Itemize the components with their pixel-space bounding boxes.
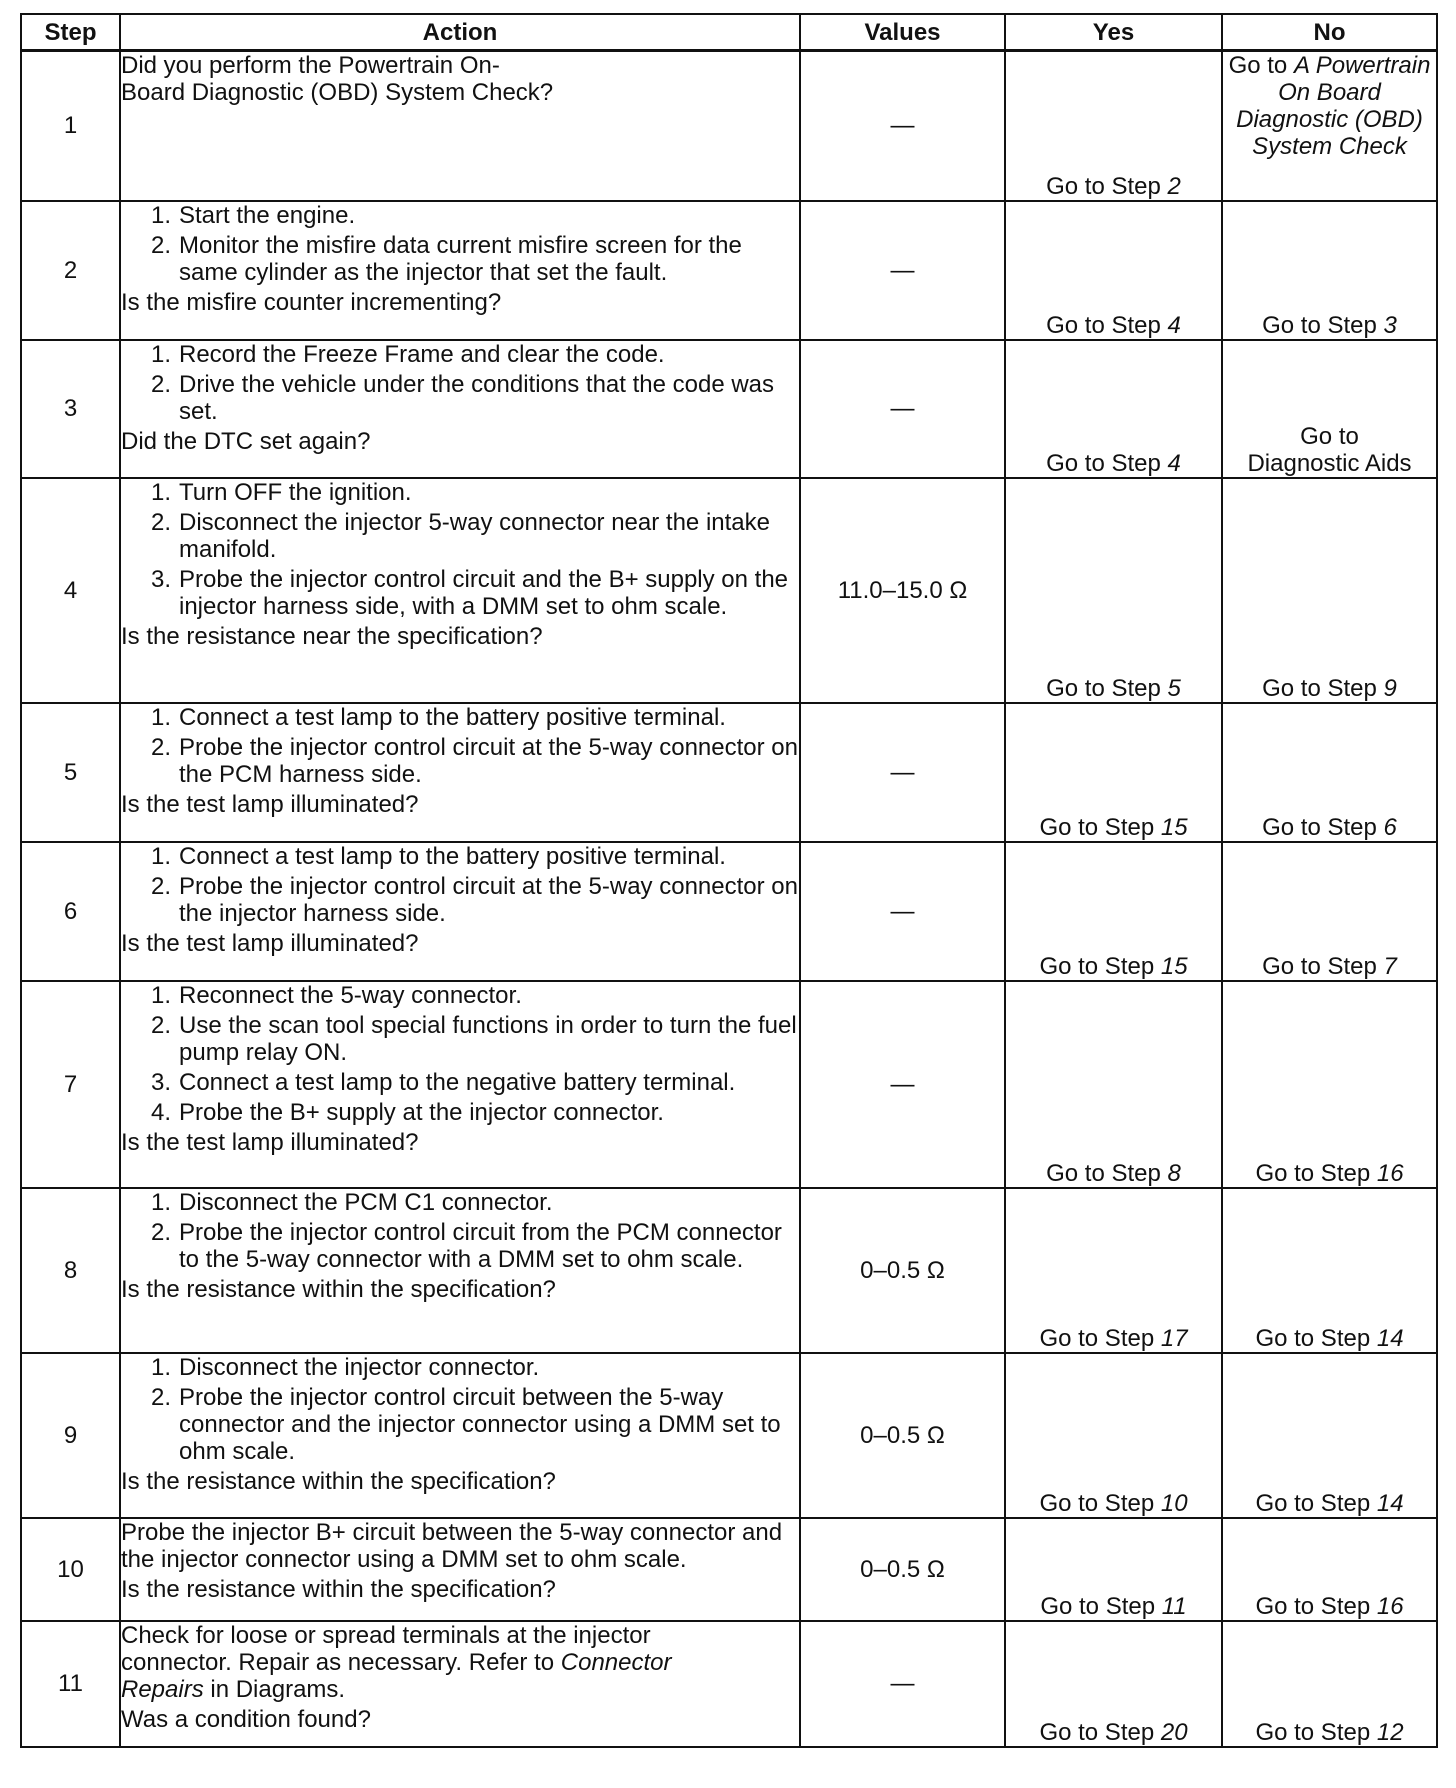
no-cell [1222, 1621, 1437, 1747]
yes-prefix: Go to Step [1046, 311, 1168, 339]
yes-step-ref[interactable]: 5 [1167, 674, 1181, 702]
action-step [121, 1012, 799, 1066]
action-steps [121, 704, 799, 788]
values-cell: — [800, 201, 1005, 340]
action-step-number: 1. [150, 703, 171, 731]
yes-cell [1005, 51, 1222, 201]
no-cell [1222, 703, 1437, 842]
yes-cell [1005, 1353, 1222, 1518]
action-step-text: Connect a test lamp to the battery positive terminal. [179, 703, 726, 731]
action-steps [121, 341, 799, 425]
table-row [21, 51, 1437, 201]
action-step-number: 2. [150, 733, 171, 761]
action-step [121, 371, 799, 425]
no-prefix: Go to Step [1262, 311, 1384, 339]
yes-step-ref[interactable]: 4 [1167, 311, 1181, 339]
no-step-ref[interactable]: 14 [1376, 1324, 1404, 1352]
action-step-text: Probe the injector control circuit and the B+ supply on the injector harness side, with a DMM set to ohm scale. [179, 565, 789, 620]
step-number: 3 [21, 340, 120, 478]
action-step-number: 2. [150, 231, 171, 259]
action-step [121, 1189, 799, 1216]
action-cell [120, 1188, 800, 1353]
action-steps [121, 982, 799, 1126]
values-cell: — [800, 51, 1005, 201]
action-step-number: 2. [150, 1218, 171, 1246]
action-step-text: Record the Freeze Frame and clear the code. [179, 340, 665, 368]
values-cell: — [800, 842, 1005, 981]
action-step-number: 3. [150, 565, 171, 593]
yes-cell [1005, 1621, 1222, 1747]
yes-cell [1005, 703, 1222, 842]
action-steps [121, 1189, 799, 1273]
action-step-number: 1. [150, 478, 171, 506]
table-header [21, 14, 1437, 51]
header-no: No [1222, 14, 1437, 51]
no-prefix: Go to Step [1255, 1324, 1377, 1352]
no-step-ref[interactable]: 16 [1376, 1592, 1404, 1620]
action-cell [120, 51, 800, 201]
no-step-ref[interactable]: 14 [1376, 1489, 1404, 1517]
action-question: Is the test lamp illuminated? [121, 929, 419, 957]
header-row [21, 14, 1437, 51]
header-values: Values [800, 14, 1005, 51]
yes-cell [1005, 981, 1222, 1188]
action-step-number: 2. [150, 370, 171, 398]
yes-step-ref[interactable]: 4 [1167, 449, 1181, 477]
action-steps [121, 1354, 799, 1465]
action-step-text: Connect a test lamp to the battery positive terminal. [179, 842, 726, 870]
action-step-number: 2. [150, 1383, 171, 1411]
action-text: Did you perform the Powertrain On-Board Diagnostic (OBD) System Check? [121, 52, 554, 106]
yes-step-ref[interactable]: 11 [1161, 1592, 1187, 1620]
action-step [121, 479, 799, 506]
action-question: Is the misfire counter incrementing? [121, 288, 502, 316]
action-steps [121, 479, 799, 620]
action-step [121, 982, 799, 1009]
action-step-number: 2. [150, 1011, 171, 1039]
no-ref-obd-system-check[interactable]: A Powertrain On Board Diagnostic (OBD) System Check [1236, 52, 1431, 160]
action-step-text: Probe the injector control circuit at the 5-way connector on the PCM harness side. [179, 733, 798, 788]
no-prefix: Go to Step [1255, 1159, 1377, 1187]
yes-step-ref[interactable]: 8 [1167, 1159, 1181, 1187]
action-step [121, 843, 799, 870]
action-text-part: Check for loose or spread terminals at the injector connector. Repair as necessary. Refer to [121, 1621, 651, 1676]
action-text: Probe the injector B+ circuit between the 5-way connector and the injector connector using a DMM set to ohm scale. [121, 1518, 783, 1573]
action-step [121, 1354, 799, 1381]
yes-cell [1005, 478, 1222, 703]
table-row [21, 340, 1437, 478]
action-cell [120, 1353, 800, 1518]
action-step [121, 202, 799, 229]
action-step-text: Reconnect the 5-way connector. [179, 981, 522, 1009]
no-cell [1222, 201, 1437, 340]
yes-prefix: Go to Step [1046, 674, 1168, 702]
no-cell [1222, 478, 1437, 703]
action-question: Is the resistance within the specification? [121, 1575, 556, 1603]
no-cell [1222, 51, 1437, 201]
header-yes: Yes [1005, 14, 1222, 51]
no-cell [1222, 842, 1437, 981]
no-step-ref[interactable]: 12 [1376, 1718, 1404, 1746]
table-row [21, 842, 1437, 981]
action-step-text: Monitor the misfire data current misfire screen for the same cylinder as the injector that set the fault. [179, 231, 742, 286]
step-number: 4 [21, 478, 120, 703]
action-steps [121, 202, 799, 286]
action-text [121, 1622, 721, 1703]
action-step-number: 2. [150, 508, 171, 536]
no-prefix: Go to [1300, 422, 1359, 450]
no-step-ref[interactable]: 6 [1383, 813, 1397, 841]
values-cell: 0–0.5 Ω [800, 1353, 1005, 1518]
diagnostic-table [20, 13, 1438, 1748]
yes-prefix: Go to Step [1046, 449, 1168, 477]
action-step [121, 1219, 799, 1273]
yes-cell [1005, 1188, 1222, 1353]
yes-step-ref[interactable]: 17 [1160, 1324, 1188, 1352]
action-step-text: Probe the injector control circuit at the 5-way connector on the injector harness side. [179, 872, 798, 927]
action-cell [120, 1621, 800, 1747]
action-step [121, 873, 799, 927]
yes-step-ref[interactable]: 2 [1167, 172, 1181, 200]
step-number: 1 [21, 51, 120, 201]
values-cell: 0–0.5 Ω [800, 1518, 1005, 1621]
no-prefix: Go to [1228, 52, 1294, 79]
action-question: Is the test lamp illuminated? [121, 790, 419, 818]
action-step-number: 1. [150, 1353, 171, 1381]
no-prefix: Go to Step [1255, 1592, 1377, 1620]
action-step-number: 2. [150, 872, 171, 900]
no-cell [1222, 1353, 1437, 1518]
table-row [21, 1353, 1437, 1518]
yes-prefix: Go to Step [1039, 1324, 1161, 1352]
action-question: Is the test lamp illuminated? [121, 1128, 419, 1156]
action-step-text: Probe the injector control circuit between the 5-way connector and the injector connector using a DMM set to ohm scale. [179, 1383, 781, 1465]
table-row [21, 1188, 1437, 1353]
action-step [121, 566, 799, 620]
action-question: Did the DTC set again? [121, 427, 371, 455]
no-cell [1222, 981, 1437, 1188]
action-cell [120, 981, 800, 1188]
table-row [21, 981, 1437, 1188]
action-step-text: Connect a test lamp to the negative battery terminal. [179, 1068, 736, 1096]
no-ref-diagnostic-aids[interactable]: Diagnostic Aids [1247, 449, 1412, 477]
action-step [121, 341, 799, 368]
action-step-text: Probe the injector control circuit from the PCM connector to the 5-way connector with a DMM set to ohm scale. [179, 1218, 782, 1273]
action-step-number: 1. [150, 981, 171, 1009]
yes-prefix: Go to Step [1040, 1592, 1162, 1620]
action-step [121, 509, 799, 563]
header-step: Step [21, 14, 120, 51]
step-number: 2 [21, 201, 120, 340]
action-step-number: 3. [150, 1068, 171, 1096]
yes-prefix: Go to Step [1039, 1718, 1161, 1746]
yes-prefix: Go to Step [1039, 952, 1161, 980]
yes-cell [1005, 842, 1222, 981]
action-cell [120, 201, 800, 340]
no-cell [1222, 1188, 1437, 1353]
action-step-text: Probe the B+ supply at the injector connector. [179, 1098, 664, 1126]
step-number: 5 [21, 703, 120, 842]
no-prefix: Go to Step [1262, 952, 1384, 980]
no-prefix: Go to Step [1255, 1489, 1377, 1517]
action-cell [120, 478, 800, 703]
table-body [21, 51, 1437, 1747]
no-step-ref[interactable]: 7 [1383, 952, 1397, 980]
no-prefix: Go to Step [1262, 813, 1384, 841]
yes-step-ref[interactable]: 10 [1160, 1489, 1188, 1517]
action-step [121, 704, 799, 731]
action-step-text: Start the engine. [179, 201, 356, 229]
action-step [121, 734, 799, 788]
values-cell: — [800, 703, 1005, 842]
action-step-number: 1. [150, 1188, 171, 1216]
action-step-number: 4. [150, 1098, 171, 1126]
values-cell: — [800, 340, 1005, 478]
no-step-ref[interactable]: 3 [1383, 311, 1397, 339]
no-cell [1222, 340, 1437, 478]
step-number: 8 [21, 1188, 120, 1353]
action-step [121, 1384, 799, 1465]
yes-cell [1005, 1518, 1222, 1621]
action-cell [120, 842, 800, 981]
action-step-text: Disconnect the PCM C1 connector. [179, 1188, 553, 1216]
table-row [21, 1621, 1437, 1747]
action-step [121, 1099, 799, 1126]
action-step-text: Turn OFF the ignition. [179, 478, 412, 506]
no-cell [1222, 1518, 1437, 1621]
step-number: 10 [21, 1518, 120, 1621]
action-cell [120, 703, 800, 842]
yes-prefix: Go to Step [1046, 1159, 1168, 1187]
yes-cell [1005, 201, 1222, 340]
no-prefix: Go to Step [1262, 674, 1384, 702]
yes-step-ref[interactable]: 15 [1160, 813, 1188, 841]
action-step [121, 232, 799, 286]
action-question: Is the resistance within the specification? [121, 1467, 556, 1495]
step-number: 6 [21, 842, 120, 981]
values-cell: — [800, 981, 1005, 1188]
yes-prefix: Go to Step [1046, 172, 1168, 200]
connector-repairs-link[interactable]: Connector Repairs [121, 1648, 672, 1703]
action-cell [120, 1518, 800, 1621]
table-row [21, 703, 1437, 842]
no-step-ref[interactable]: 16 [1376, 1159, 1404, 1187]
action-step-number: 1. [150, 340, 171, 368]
yes-prefix: Go to Step [1039, 813, 1161, 841]
action-step-number: 1. [150, 842, 171, 870]
yes-step-ref[interactable]: 20 [1160, 1718, 1188, 1746]
step-number: 9 [21, 1353, 120, 1518]
yes-cell [1005, 340, 1222, 478]
table-row [21, 478, 1437, 703]
step-number: 11 [21, 1621, 120, 1747]
action-step [121, 1069, 799, 1096]
values-cell: — [800, 1621, 1005, 1747]
action-question: Is the resistance within the specification? [121, 1275, 556, 1303]
action-step-number: 1. [150, 201, 171, 229]
yes-step-ref[interactable]: 15 [1160, 952, 1188, 980]
table-row [21, 1518, 1437, 1621]
action-question: Is the resistance near the specification? [121, 622, 543, 650]
action-steps [121, 843, 799, 927]
yes-prefix: Go to Step [1039, 1489, 1161, 1517]
header-action: Action [120, 14, 800, 51]
action-step-text: Drive the vehicle under the conditions that the code was set. [179, 370, 775, 425]
action-step-text: Use the scan tool special functions in order to turn the fuel pump relay ON. [179, 1011, 797, 1066]
no-prefix: Go to Step [1255, 1718, 1377, 1746]
step-number: 7 [21, 981, 120, 1188]
no-step-ref[interactable]: 9 [1383, 674, 1397, 702]
action-step-text: Disconnect the injector 5-way connector near the intake manifold. [179, 508, 770, 563]
action-question: Was a condition found? [121, 1705, 371, 1733]
action-cell [120, 340, 800, 478]
action-text-part: in Diagrams. [203, 1675, 346, 1703]
values-cell: 0–0.5 Ω [800, 1188, 1005, 1353]
values-cell: 11.0–15.0 Ω [800, 478, 1005, 703]
action-step-text: Disconnect the injector connector. [179, 1353, 540, 1381]
table-row [21, 201, 1437, 340]
